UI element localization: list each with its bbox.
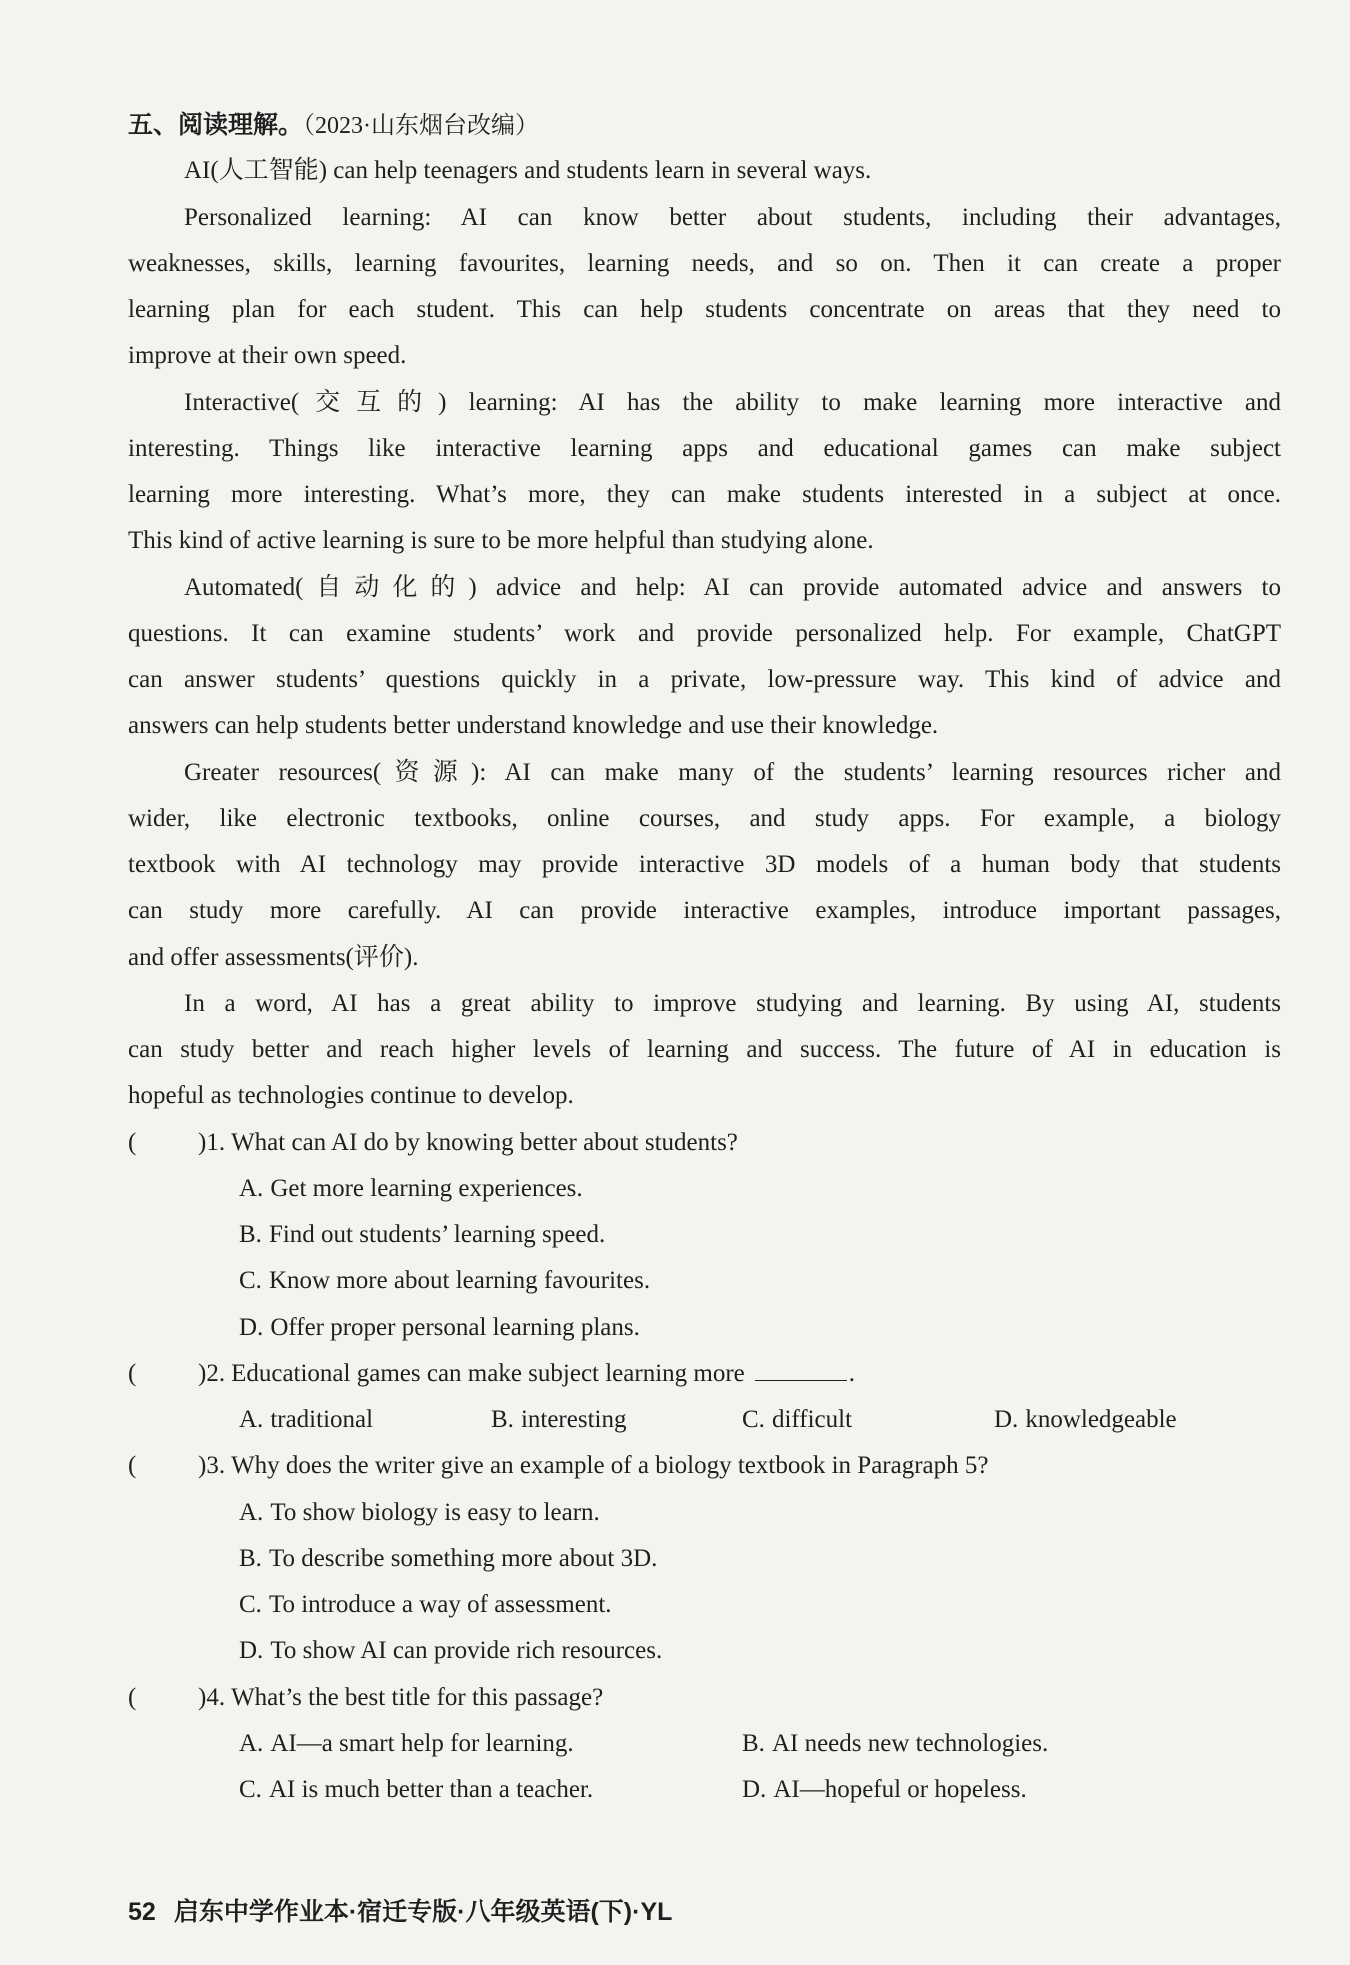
section-title: 五、阅读理解。 [128,111,304,139]
option-a [128,1490,1281,1536]
passage-line: This kind of active learning is sure to be more helpful than studying alone. [128,527,874,555]
option-text: AI—a smart help for learning. [270,1729,574,1757]
passage-line: wider, like electronic textbooks, online courses, and study apps. For example, a biology [128,804,1281,832]
option-label: B. [239,1221,262,1248]
question-4 [128,1675,1281,1814]
option-label: B. [491,1406,514,1433]
answer-bracket-open: ( [128,1359,137,1387]
paragraph-3 [128,380,1281,565]
option-text: To introduce a way of assessment. [268,1591,612,1618]
option-d [128,1305,1281,1351]
option-text: difficult [771,1406,853,1433]
section-heading [128,102,1281,148]
passage-line: Greater resources(资源): AI can make many of the students’ learning resources richer and [184,758,1281,786]
answer-bracket-open: ( [128,1452,137,1480]
passage-line: questions. It can examine students’ work and provide personalized help. For example, ChatGPT [128,619,1281,647]
paragraph-6 [128,981,1281,1120]
question-number: 3. [206,1452,226,1480]
passage-line: can study better and reach higher levels of learning and success. The future of AI in education is [128,1036,1281,1063]
option-label: D. [994,1406,1019,1433]
option-label: D. [239,1637,264,1665]
option-label: C. [239,1591,262,1618]
question-stem [128,1120,1281,1166]
question-text: Why does the writer give an example of a biology textbook in Paragraph 5? [231,1452,989,1480]
option-d [128,1628,1281,1674]
answer-bracket-close: ) [198,1452,207,1480]
question-number: 1. [206,1128,226,1156]
answer-bracket-close: ) [198,1128,207,1156]
passage-line: answers can help students better understand knowledge and use their knowledge. [128,712,939,740]
question-number: 4. [206,1683,226,1711]
question-suffix: . [848,1359,856,1387]
paragraph-2 [128,195,1281,380]
question-stem [128,1443,1281,1489]
answer-bracket-close: ) [198,1359,207,1387]
option-label: B. [742,1729,765,1757]
question-stem [128,1675,1281,1721]
option-b [128,1212,1281,1258]
question-text: What’s the best title for this passage? [231,1683,604,1711]
option-b [742,1721,1048,1767]
option-text: Know more about learning favourites. [268,1267,651,1295]
option-text: Find out students’ learning speed. [268,1221,606,1248]
footer-title: 启东中学作业本·宿迁专版·八年级英语(下)·YL [173,1898,673,1926]
option-row [128,1397,1281,1443]
option-row [128,1767,1281,1813]
passage-line: textbook with AI technology may provide interactive 3D models of a human body that students [128,851,1281,878]
passage-line: learning more interesting. What’s more, they can make students interested in a subject at once. [128,481,1281,508]
option-d [742,1767,1027,1813]
option-c [239,1767,593,1813]
passage-line: can answer students’ questions quickly in a private, low-pressure way. This kind of advice and [128,666,1281,693]
option-a [239,1721,574,1767]
passage-line: can study more carefully. AI can provide interactive examples, introduce important passages, [128,897,1281,925]
page-footer [128,1894,672,1930]
option-c [128,1258,1281,1304]
option-text: Get more learning experiences. [270,1174,583,1202]
passage-line: Personalized learning: AI can know better about students, including their advantages, [184,203,1281,231]
paragraph-1 [128,148,1281,194]
question-stem [128,1351,1281,1397]
passage-line: AI(人工智能) can help teenagers and students learn in several ways. [184,157,872,185]
option-text: To show AI can provide rich resources. [270,1637,663,1665]
answer-bracket-open: ( [128,1683,137,1711]
passage-line: Automated(自动化的) advice and help: AI can provide automated advice and answers to [184,573,1281,601]
option-label: A. [239,1729,264,1757]
option-label: D. [239,1313,264,1341]
option-c [128,1582,1281,1628]
option-label: C. [239,1776,262,1803]
passage-line: learning plan for each student. This can help students concentrate on areas that they need to [128,296,1281,323]
passage-line: weaknesses, skills, learning favourites, learning needs, and so on. Then it can create a proper [128,249,1281,277]
option-text: AI needs new technologies. [771,1729,1049,1757]
option-c [742,1397,852,1443]
question-text: What can AI do by knowing better about students? [231,1128,738,1156]
page-number: 52 [128,1898,156,1926]
option-label: A. [239,1406,264,1433]
question-2 [128,1351,1281,1444]
passage-line: improve at their own speed. [128,342,407,370]
option-b [491,1397,626,1443]
option-d [994,1397,1177,1443]
paragraph-5 [128,750,1281,981]
option-text: AI—hopeful or hopeless. [773,1776,1027,1803]
passage-line: interesting. Things like interactive learning apps and educational games can make subject [128,434,1281,462]
passage-line: Interactive(交互的) learning: AI has the ability to make learning more interactive and [184,388,1281,416]
option-text: traditional [270,1406,374,1433]
option-b [128,1536,1281,1582]
option-row [128,1721,1281,1767]
option-label: A. [239,1498,264,1526]
option-text: knowledgeable [1025,1406,1177,1433]
option-label: B. [239,1544,262,1572]
answer-bracket-open: ( [128,1128,137,1156]
option-text: Offer proper personal learning plans. [270,1313,640,1341]
option-a [239,1397,373,1443]
question-3 [128,1443,1281,1674]
option-text: interesting [520,1406,627,1433]
reading-section [128,102,1281,1813]
section-source: （2023·山东烟台改编） [303,113,540,139]
option-label: C. [742,1406,765,1433]
question-1 [128,1120,1281,1351]
option-label: C. [239,1267,262,1295]
fill-in-blank [755,1358,847,1381]
answer-bracket-close: ) [198,1683,207,1711]
passage-line: and offer assessments(评价). [128,943,419,971]
option-text: To describe something more about 3D. [268,1544,658,1572]
option-text: AI is much better than a teacher. [268,1776,594,1803]
option-label: A. [239,1174,264,1202]
passage-line: hopeful as technologies continue to develop. [128,1082,574,1110]
option-text: To show biology is easy to learn. [270,1498,600,1526]
question-number: 2. [206,1359,226,1387]
paragraph-4 [128,565,1281,750]
option-a [128,1166,1281,1212]
option-label: D. [742,1776,767,1803]
passage-line: In a word, AI has a great ability to improve studying and learning. By using AI, students [184,989,1281,1017]
question-text: Educational games can make subject learning more [231,1359,745,1387]
